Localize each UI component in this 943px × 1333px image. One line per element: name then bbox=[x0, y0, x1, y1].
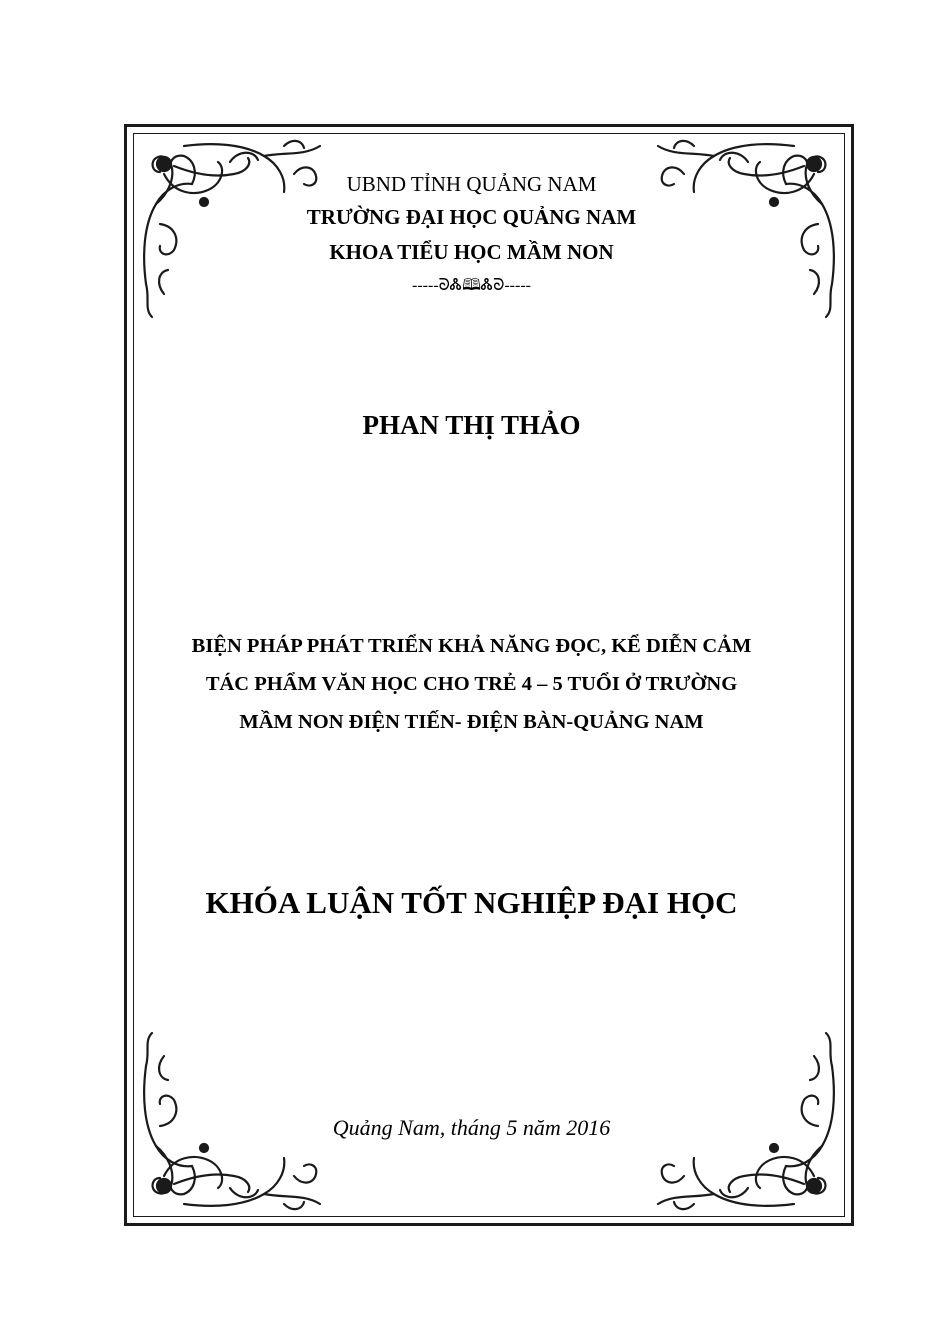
divider-ornament: -----ᘐᏜ🕮Ꮬᘐ----- bbox=[412, 277, 531, 294]
thesis-title-line-2: TÁC PHẨM VĂN HỌC CHO TRẺ 4 – 5 TUỔI Ở TRƯỜNG bbox=[205, 673, 738, 695]
province-committee: UBND TỈNH QUẢNG NAM bbox=[346, 172, 597, 196]
thesis-type: KHÓA LUẬN TỐT NGHIỆP ĐẠI HỌC bbox=[205, 885, 738, 920]
thesis-title bbox=[0, 627, 943, 741]
author-name: PHAN THỊ THẢO bbox=[362, 410, 581, 440]
thesis-title-line-1: BIỆN PHÁP PHÁT TRIỂN KHẢ NĂNG ĐỌC, KỂ DIỄN CẢM bbox=[191, 635, 752, 657]
university-name: TRƯỜNG ĐẠI HỌC QUẢNG NAM bbox=[306, 205, 637, 229]
faculty-name: KHOA TIỂU HỌC MẦM NON bbox=[329, 240, 614, 264]
thesis-title-line-3: MẦM NON ĐIỆN TIẾN- ĐIỆN BÀN-QUẢNG NAM bbox=[239, 711, 704, 733]
place-and-date: Quảng Nam, tháng 5 năm 2016 bbox=[332, 1115, 611, 1140]
